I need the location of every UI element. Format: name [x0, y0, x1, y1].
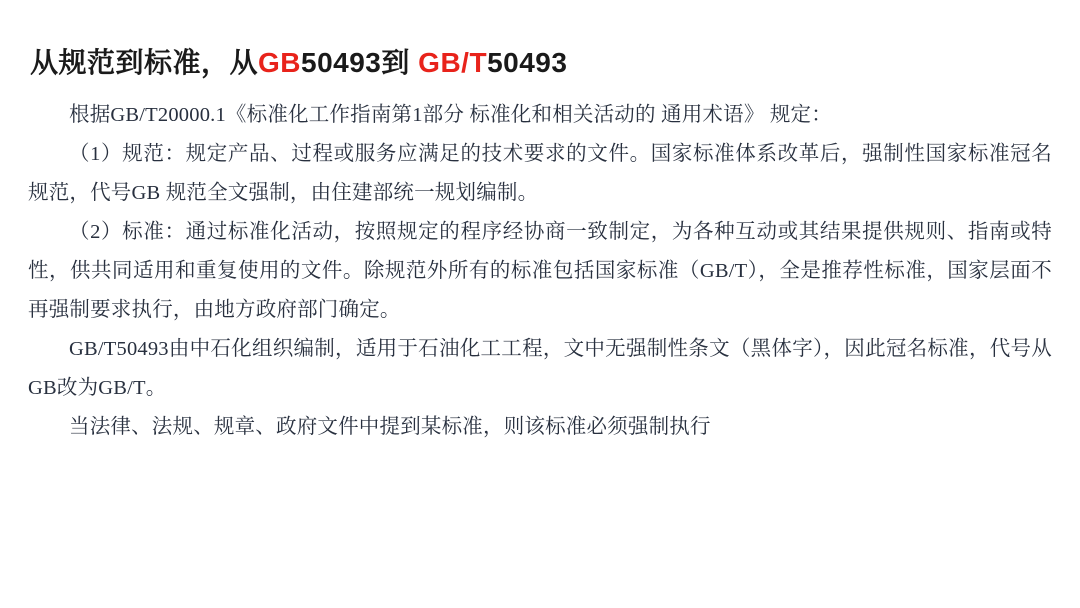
slide-body [28, 96, 1052, 447]
title-accent-gbt: GB/T [418, 46, 488, 78]
title-accent-gb: GB [258, 46, 302, 78]
paragraph: 根据GB/T20000.1《标准化工作指南第1部分 标准化和相关活动的 通用术语》 规定： [69, 104, 832, 126]
title-segment-2: 50493到 [301, 46, 419, 78]
paragraph: （1）规范：规定产品、过程或服务应满足的技术要求的文件。国家标准体系改革后，强制性国家标准冠名规范，代号GB 规范全文强制，由住建部统一规划编制。 [28, 143, 1052, 204]
paragraph: GB/T50493由中石化组织编制，适用于石油化工工程，文中无强制性条文（黑体字），因此冠名标准，代号从GB改为GB/T。 [28, 338, 1052, 399]
title-segment-3: 50493 [487, 46, 568, 78]
paragraph: （2）标准：通过标准化活动，按照规定的程序经协商一致制定，为各种互动或其结果提供规则、指南或特性，供共同适用和重复使用的文件。除规范外所有的标准包括国家标准（GB/T），全是推荐性标准，国家层面不再强制要求执行，由地方政府部门确定。 [28, 221, 1052, 321]
page-title [30, 41, 567, 81]
paragraph: 当法律、法规、规章、政府文件中提到某标准，则该标准必须强制执行 [69, 416, 711, 438]
title-segment-1: 从规范到标准，从 [30, 46, 259, 78]
